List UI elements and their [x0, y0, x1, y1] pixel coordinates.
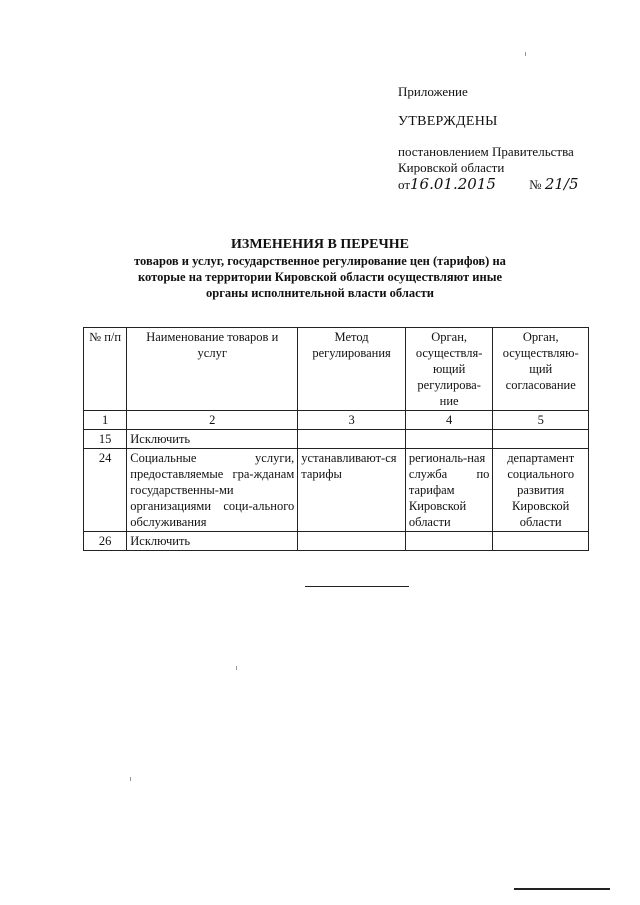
row-method [298, 532, 406, 551]
col-number: 4 [405, 411, 493, 430]
row-name: Социальные услуги, предоставляемые гра-жданам государственны-ми организациями соци-ального обслуживания [127, 449, 298, 532]
scan-speck [236, 666, 237, 670]
table-header-row [84, 328, 589, 411]
header-method: Метод регулирования [298, 328, 406, 411]
row-method [298, 430, 406, 449]
table-row [84, 430, 589, 449]
closing-rule [305, 586, 409, 587]
date-number-line [398, 176, 628, 193]
row-regulator [405, 430, 493, 449]
row-approver [493, 430, 589, 449]
title-line-4: органы исполнительной власти области [206, 286, 434, 300]
annex-label: Приложение [398, 84, 468, 99]
from-prefix: от [398, 177, 411, 192]
row-approver [493, 532, 589, 551]
approved-label: УТВЕРЖДЕНЫ [398, 114, 498, 129]
col-number: 1 [84, 411, 127, 430]
scan-speck [130, 777, 131, 781]
table-row [84, 532, 589, 551]
scan-speck [525, 52, 526, 56]
header-approver: Орган, осуществляю-щий согласование [493, 328, 589, 411]
document-title [88, 236, 552, 301]
row-regulator: региональ-ная служба по тарифам Кировской области [405, 449, 493, 532]
row-approver: департамент социального развития Кировской области [493, 449, 589, 532]
header-regulator: Орган, осуществля-ющий регулирова-ние [405, 328, 493, 411]
title-line-2: товаров и услуг, государственное регулирование цен (тарифов) на [134, 254, 506, 268]
approved-by-line-2: Кировской области [398, 160, 505, 175]
title-line-3: которые на территории Кировской области осуществляют иные [137, 270, 503, 284]
header-number: № п/п [84, 328, 127, 411]
handwritten-date: 16.01.2015 [410, 175, 496, 193]
footer-scan-mark [514, 888, 610, 890]
col-number: 5 [493, 411, 589, 430]
row-number: 26 [84, 532, 127, 551]
column-numbers-row [84, 411, 589, 430]
header-name: Наименование товаров и услуг [127, 328, 298, 411]
row-regulator [405, 532, 493, 551]
col-number: 2 [127, 411, 298, 430]
title-line-1: ИЗМЕНЕНИЯ В ПЕРЕЧНЕ [231, 237, 409, 252]
row-method: устанавливают-ся тарифы [298, 449, 406, 532]
row-number: 15 [84, 430, 127, 449]
row-name: Исключить [127, 532, 298, 551]
table-row [84, 449, 589, 532]
row-name: Исключить [127, 430, 298, 449]
col-number: 3 [298, 411, 406, 430]
row-number: 24 [84, 449, 127, 532]
handwritten-number: 21/5 [544, 175, 579, 193]
changes-table [83, 327, 589, 551]
number-label: № [529, 177, 542, 192]
approved-by-line-1: постановлением Правительства [398, 144, 574, 159]
approval-block [398, 84, 628, 193]
